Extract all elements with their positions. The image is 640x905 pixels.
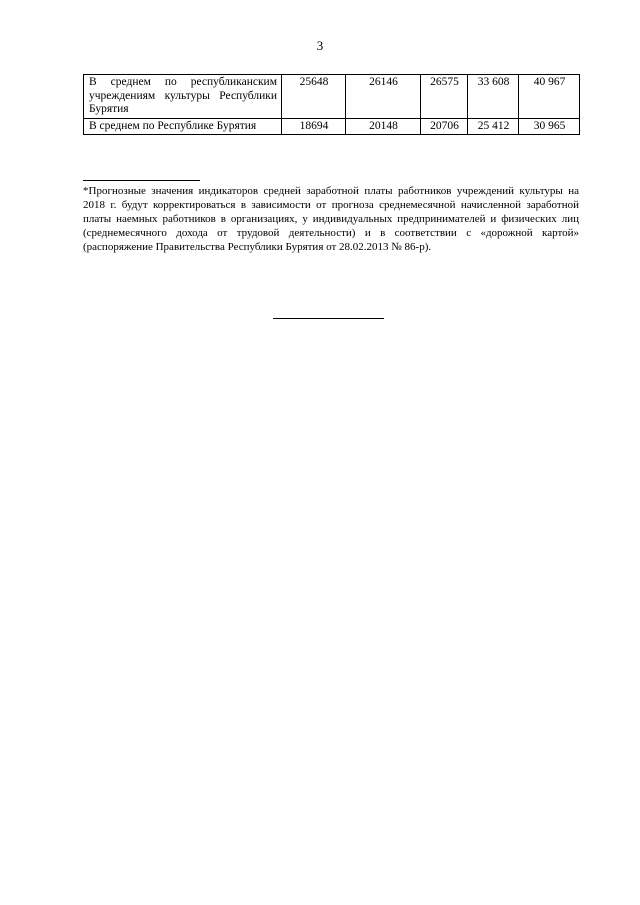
table-cell: 30 965 — [519, 118, 580, 135]
salary-table — [83, 74, 580, 135]
table-cell: 20706 — [421, 118, 468, 135]
table-row — [84, 75, 580, 119]
row-label: В среднем по Республике Бурятия — [84, 118, 282, 135]
table-cell: 18694 — [282, 118, 346, 135]
table-cell: 20148 — [346, 118, 421, 135]
table-cell: 26575 — [421, 75, 468, 119]
row-label: В среднем по республиканским учреждениям культуры Республики Бурятия — [84, 75, 282, 119]
table-cell: 26146 — [346, 75, 421, 119]
table-cell: 40 967 — [519, 75, 580, 119]
table-cell: 33 608 — [468, 75, 519, 119]
footnote-separator — [83, 180, 200, 181]
footnote-text: *Прогнозные значения индикаторов средней заработной платы работников учреждений культуры на 2018 г. будут корректироваться в зависимости от прогноза среднемесячной начисленной заработной платы наемных работников в организациях, у индивидуальных предпринимателей и физических лиц (среднемесячного дохода от трудовой деятельности) и в соответствии с «дорожной картой» (распоряжение Правительства Республики Бурятия от 28.02.2013 № 86-р). — [83, 185, 579, 253]
page-number: 3 — [316, 38, 324, 53]
end-of-document-line — [273, 318, 384, 319]
table-cell: 25 412 — [468, 118, 519, 135]
table-cell: 25648 — [282, 75, 346, 119]
table-row — [84, 118, 580, 135]
